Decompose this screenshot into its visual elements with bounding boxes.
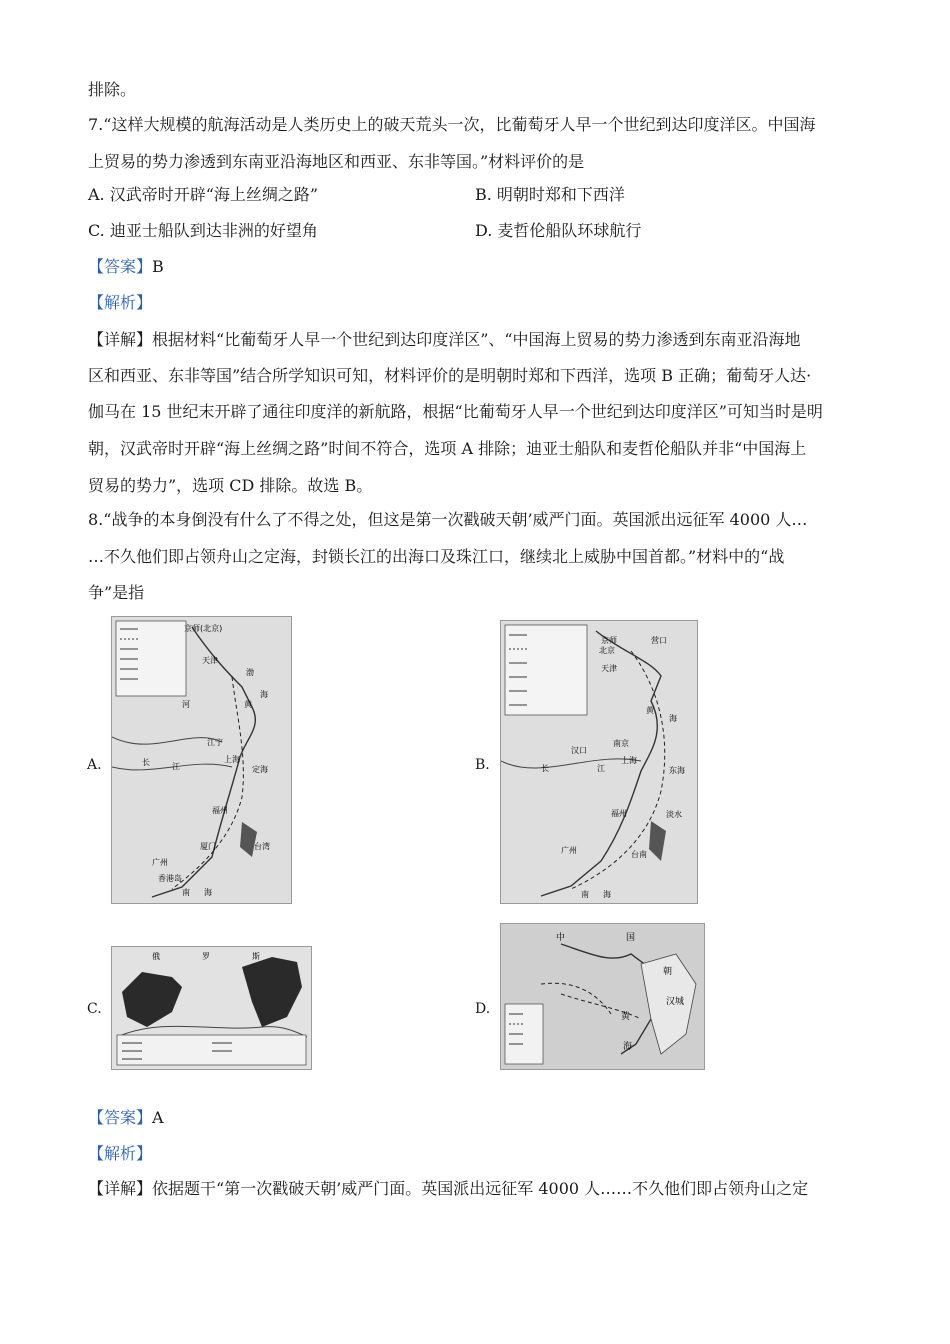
analysis-tag: 【解析】 xyxy=(88,1144,153,1163)
answer-tag: 【答案】 xyxy=(88,1108,153,1127)
map-b-image xyxy=(500,620,698,904)
map-a-dinghai: 定海 xyxy=(252,765,268,774)
map-b-huang: 黄 xyxy=(646,706,654,715)
map-label-d: D. xyxy=(475,1001,491,1017)
map-b-guangzhou: 广州 xyxy=(561,846,577,855)
detail-tag: 【详解】 xyxy=(88,1179,153,1198)
prev-text: 排除。 xyxy=(88,80,137,99)
map-a-hai2: 海 xyxy=(204,888,212,897)
map-b-fuzhou: 福州 xyxy=(611,809,627,818)
map-d-huang: 黄 xyxy=(621,1012,631,1022)
map-b-legend xyxy=(505,625,587,715)
map-b-yingkou: 营口 xyxy=(651,636,667,645)
q7-option-a: A. 汉武帝时开辟“海上丝绸之路” xyxy=(88,185,319,204)
q8-stem-line2: …不久他们即占领舟山之定海，封锁长江的出海口及珠江口，继续北上威胁中国首都。”材料中的“战 xyxy=(88,547,785,566)
map-c-e: 俄 xyxy=(152,952,160,961)
q8-analysis xyxy=(88,1144,152,1164)
map-b-jingshi: 京师 xyxy=(601,636,617,645)
map-a-tianjin: 天津 xyxy=(202,656,218,665)
map-c-legend xyxy=(117,1035,306,1065)
map-d-hai: 海 xyxy=(623,1042,633,1052)
map-a-xiamen: 厦门 xyxy=(200,842,216,851)
map-b-hai2: 海 xyxy=(603,890,611,899)
q7-option-b: B. 明朝时郑和下西洋 xyxy=(475,185,625,204)
map-a-fuzhou: 福州 xyxy=(212,806,228,815)
map-c-si: 斯 xyxy=(252,952,260,961)
map-d-guo: 国 xyxy=(626,933,636,943)
map-a-image xyxy=(111,616,292,904)
map-a-hai: 海 xyxy=(260,690,268,699)
map-d-image xyxy=(500,923,705,1070)
detail-text: 依据题干“第一次戳破天朝’威严门面。英国派出远征军 4000 人……不久他们即占领舟山之定 xyxy=(152,1179,809,1198)
map-label-c: C. xyxy=(87,1001,102,1017)
q7-detail-line5: 贸易的势力”，选项 CD 排除。故选 B。 xyxy=(88,476,373,495)
answer-value: B xyxy=(152,257,164,276)
map-a-nan: 南 xyxy=(182,888,190,897)
map-label-b: B. xyxy=(475,757,490,773)
q8-detail-line1 xyxy=(88,1179,808,1199)
map-a-chang: 长 xyxy=(142,758,150,767)
map-a-huang: 黄 xyxy=(244,700,252,709)
map-b-beijing: 北京 xyxy=(599,646,615,655)
map-d-hancheng: 汉城 xyxy=(666,997,685,1007)
map-label-a: A. xyxy=(87,757,102,773)
q7-detail-line4: 朝，汉武帝时开辟“海上丝绸之路”时间不符合，选项 A 排除；迪亚士船队和麦哲伦船队并非“中国海上 xyxy=(88,439,807,458)
q8-answer xyxy=(88,1108,164,1128)
map-a-beijing: 京师(北京) xyxy=(184,624,223,633)
q7-stem-line1: 7.“这样大规模的航海活动是人类历史上的破天荒头一次，比葡萄牙人早一个世纪到达印度洋区。中国海 xyxy=(88,115,816,134)
map-b-hai: 海 xyxy=(669,714,677,723)
detail-text: 根据材料“比葡萄牙人早一个世纪到达印度洋区”、“中国海上贸易的势力渗透到东南亚沿海地 xyxy=(152,330,801,349)
map-a-jiangning: 江宁 xyxy=(207,738,223,747)
map-c-luo: 罗 xyxy=(202,952,210,961)
map-b-hankou: 汉口 xyxy=(571,746,587,755)
q7-stem-line2: 上贸易的势力渗透到东南亚沿海地区和西亚、东非等国。”材料评价的是 xyxy=(88,152,585,171)
detail-tag: 【详解】 xyxy=(88,330,153,349)
answer-value: A xyxy=(152,1108,164,1127)
map-b-danshui: 淡水 xyxy=(666,810,682,819)
map-d-chao: 朝 xyxy=(663,967,673,977)
q7-detail-line2: 区和西亚、东非等国”结合所学知识可知，材料评价的是明朝时郑和下西洋，选项 B 正确；葡萄牙人达· xyxy=(88,366,812,385)
analysis-tag: 【解析】 xyxy=(88,293,153,312)
map-a-shanghai: 上海 xyxy=(224,755,240,764)
map-a-guangzhou: 广州 xyxy=(152,858,168,867)
map-b-donghai: 东海 xyxy=(669,766,685,775)
map-a-he: 河 xyxy=(182,700,190,709)
q8-stem-line1: 8.“战争的本身倒没有什么了不得之处，但这是第一次戳破天朝’威严门面。英国派出远征军 4000 人… xyxy=(88,510,808,529)
map-a-hongkong: 香港岛 xyxy=(158,874,182,883)
map-a-taiwan-label: 台湾 xyxy=(254,842,270,851)
map-b-shanghai: 上海 xyxy=(621,756,637,765)
map-b-tainan: 台南 xyxy=(631,850,647,859)
map-a-bo: 渤 xyxy=(246,668,254,677)
map-b-chang: 长 xyxy=(541,764,549,773)
q8-stem-line3: 争”是指 xyxy=(88,583,145,602)
q7-analysis xyxy=(88,293,152,313)
map-d-zhong: 中 xyxy=(556,933,566,943)
map-b-nan: 南 xyxy=(581,890,589,899)
q7-option-c: C. 迪亚士船队到达非洲的好望角 xyxy=(88,221,318,240)
map-b-tianjin: 天津 xyxy=(601,664,617,673)
q7-detail-line1 xyxy=(88,330,801,350)
map-a-jiang: 江 xyxy=(172,762,180,771)
map-b-jiang: 江 xyxy=(597,764,605,773)
q7-answer xyxy=(88,257,164,277)
q7-detail-line3: 伽马在 15 世纪末开辟了通往印度洋的新航路，根据“比葡萄牙人早一个世纪到达印度洋区”可知当时是明 xyxy=(88,402,823,421)
q7-option-d: D. 麦哲伦船队环球航行 xyxy=(475,221,642,240)
map-b-nanjing: 南京 xyxy=(613,739,629,748)
map-c-image xyxy=(111,946,312,1070)
answer-tag: 【答案】 xyxy=(88,257,153,276)
